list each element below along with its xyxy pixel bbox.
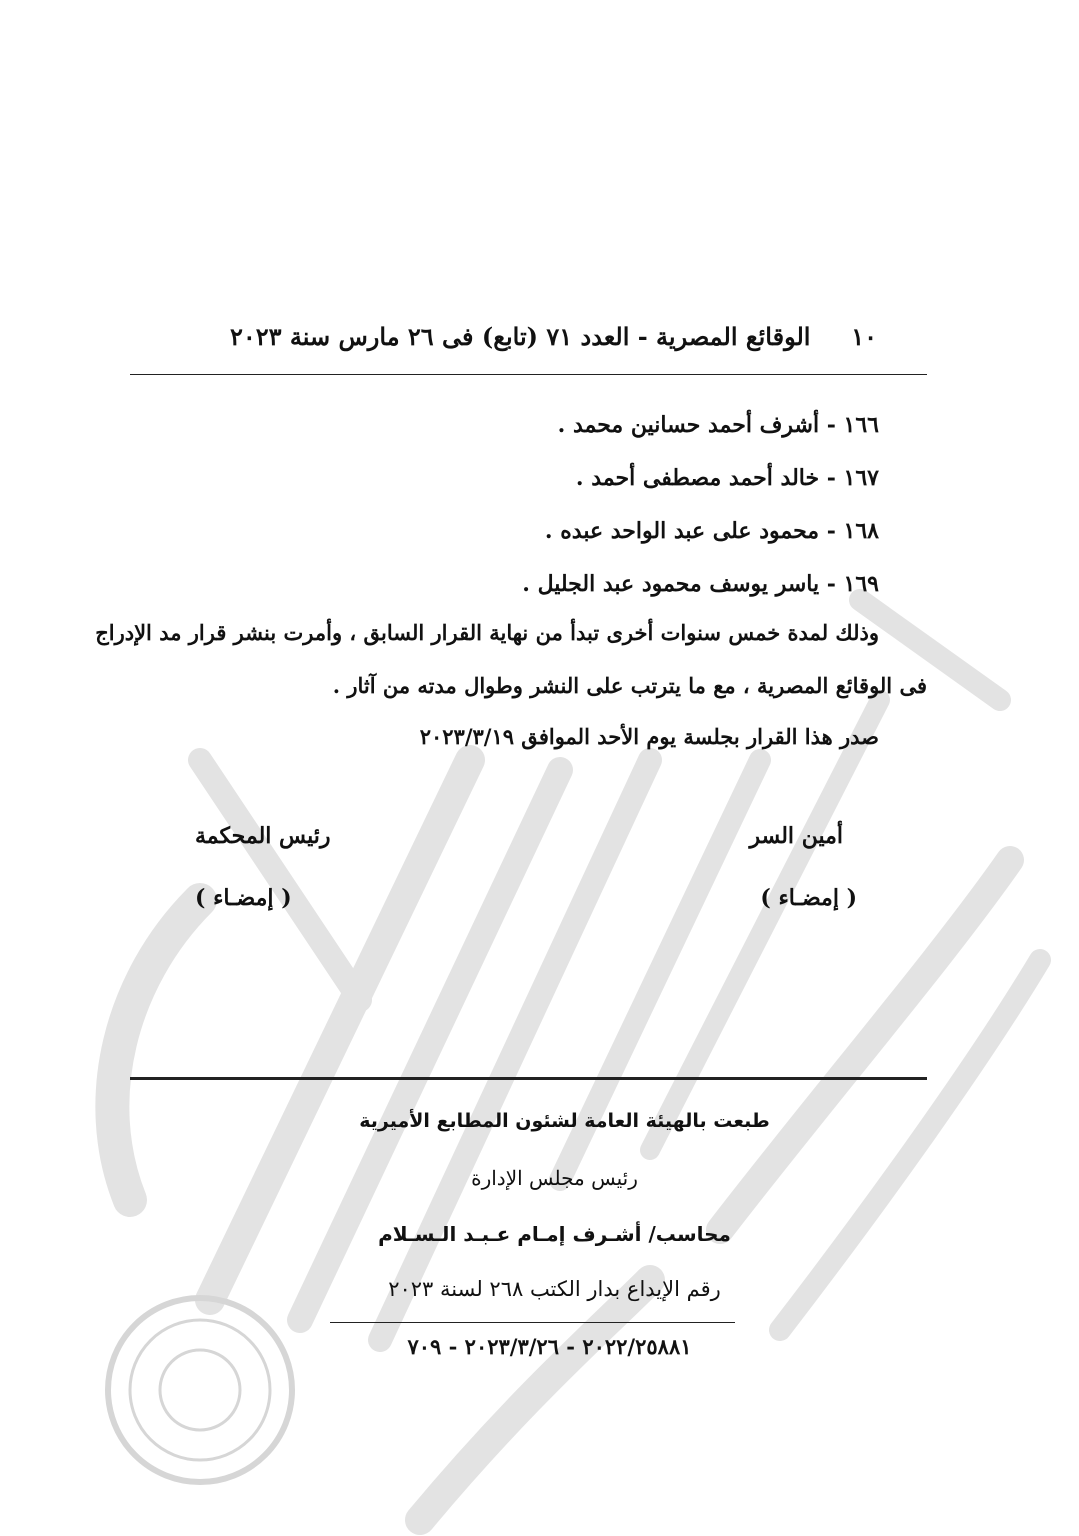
secretary-signature: ( إمضـاء ) — [760, 885, 857, 911]
codes-divider — [330, 1322, 735, 1323]
page-header — [130, 318, 927, 354]
list-item: ١٦٧ - خالد أحمد مصطفى أحمد . — [575, 465, 879, 491]
list-item: ١٦٦ - أشرف أحمد حسانين محمد . — [557, 412, 879, 438]
secretary-title: أمين السر — [749, 823, 843, 849]
court-president-signature: ( إمضـاء ) — [195, 885, 292, 911]
decision-paragraph: وذلك لمدة خمس سنوات أخرى تبدأ من نهاية القرار السابق ، وأمرت بنشر قرار مد الإدراج — [95, 620, 879, 645]
issue-title: الوقائع المصرية - العدد ٧١ (تابع) فى ٢٦ مارس سنة ٢٠٢٣ — [230, 321, 811, 351]
board-chairman-title: رئيس مجلس الإدارة — [471, 1166, 638, 1190]
list-item: ١٦٨ - محمود على عبد الواحد عبده . — [544, 518, 879, 544]
header-divider — [130, 374, 927, 375]
board-chairman-name: محاسب/ أشـرف إمـام عـبـد الـسـلام — [378, 1222, 731, 1246]
court-president-title: رئيس المحكمة — [195, 823, 331, 849]
footer-divider — [130, 1077, 927, 1080]
print-codes: ٢٠٢٢/٢٥٨٨١ - ٢٠٢٣/٣/٢٦ - ٧٠٩ — [407, 1334, 692, 1359]
decision-paragraph-continued: فى الوقائع المصرية ، مع ما يترتب على النشر وطوال مدته من آثار . — [332, 673, 927, 698]
list-item: ١٦٩ - ياسر يوسف محمود عبد الجليل . — [522, 571, 879, 597]
printer-credit: طبعت بالهيئة العامة لشئون المطابع الأميرية — [359, 1110, 770, 1132]
page-number: ١٠ — [851, 321, 877, 351]
deposit-number: رقم الإيداع بدار الكتب ٢٦٨ لسنة ٢٠٢٣ — [388, 1277, 721, 1301]
session-date-line: صدر هذا القرار بجلسة يوم الأحد الموافق ٢٠٢٣/٣/١٩ — [419, 724, 879, 749]
names-list — [279, 405, 879, 617]
